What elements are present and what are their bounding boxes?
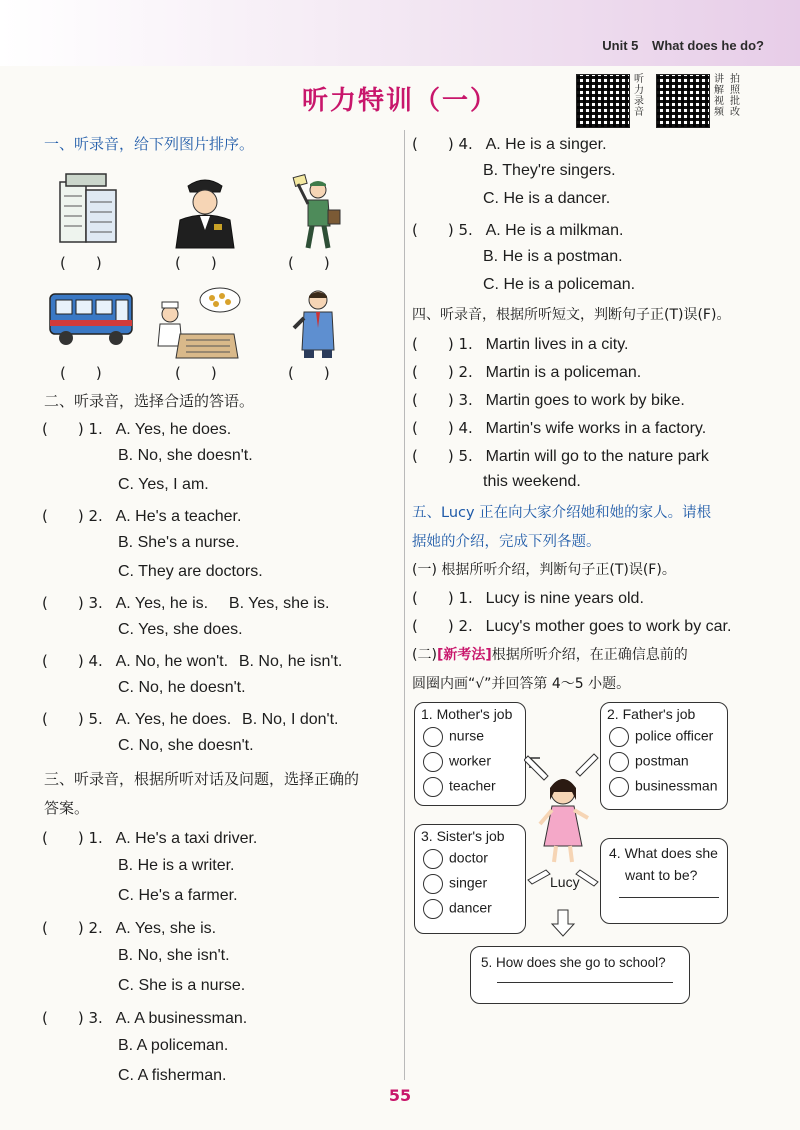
option-a: A. He's a taxi driver.	[115, 830, 258, 847]
statement: Martin goes to work by bike.	[485, 392, 685, 409]
part-2-text: 根据所听介绍，在正确信息前的	[491, 647, 688, 663]
option-label: dancer	[449, 899, 492, 916]
option-c: C. No, he doesn't.	[118, 679, 246, 696]
part-1-heading: (一) 根据所听介绍，判断句子正(T)误(F)。	[412, 562, 676, 578]
qr-group-1	[576, 74, 646, 128]
question-row	[42, 1007, 247, 1028]
question-5-text: 5. How does she go to school?	[481, 955, 666, 970]
tf-row	[412, 389, 685, 410]
section-4-heading: 四、听录音，根据所听短文，判断句子正(T)误(F)。	[412, 307, 731, 323]
check-circle-icon[interactable]	[609, 777, 629, 797]
option-label: businessman	[635, 777, 718, 794]
question-number: 1.	[458, 589, 473, 607]
option-c: C. She is a nurse.	[118, 977, 246, 994]
father-job-title: 2. Father's job	[607, 706, 696, 722]
answer-blank[interactable]: ( )	[412, 589, 454, 607]
tf-row	[412, 587, 644, 608]
option-c: C. He is a policeman.	[483, 276, 636, 293]
sister-job-title: 3. Sister's job	[421, 828, 505, 844]
qr-code-icon[interactable]	[656, 74, 710, 128]
answer-blank[interactable]: ( )	[412, 419, 454, 437]
option-c: C. He is a dancer.	[483, 190, 611, 207]
option-a: A. Yes, he does.	[115, 711, 232, 728]
option-a: A. Yes, she is.	[115, 920, 217, 937]
option-b: B. No, she isn't.	[118, 947, 230, 964]
question-row	[42, 592, 329, 613]
sister-job-box	[414, 824, 526, 934]
option-b: B. No, I don't.	[242, 711, 339, 728]
answer-blank[interactable]: ( )	[42, 919, 84, 937]
option-singer[interactable]	[423, 874, 519, 894]
question-row	[42, 650, 342, 671]
section-5-heading-cont: 据她的介绍，完成下列各题。	[412, 534, 601, 550]
answer-blank[interactable]: ( )	[42, 594, 84, 612]
option-c: C. Yes, I am.	[118, 476, 209, 493]
answer-blank[interactable]: ( )	[42, 420, 84, 438]
option-b: B. Yes, she is.	[228, 595, 330, 612]
unit-header	[592, 38, 764, 53]
option-label: police officer	[635, 727, 714, 744]
statement: Martin's wife works in a factory.	[485, 420, 707, 437]
section-5-heading: 五、Lucy 正在向大家介绍她和她的家人。请根	[412, 505, 712, 521]
tf-row	[412, 445, 709, 466]
section-3-heading: 三、听录音，根据所听对话及问题，选择正确的	[44, 770, 360, 788]
option-c: C. They are doctors.	[118, 563, 263, 580]
answer-blank[interactable]: ( )	[412, 363, 454, 381]
unit-topic: What does he do?	[652, 38, 764, 53]
option-c: C. No, she doesn't.	[118, 737, 254, 754]
option-a: A. Yes, he does.	[115, 421, 232, 438]
answer-blank[interactable]: ( )	[412, 135, 454, 153]
option-a: A. He is a singer.	[485, 136, 607, 153]
option-b: B. He is a writer.	[118, 857, 235, 874]
mother-job-box	[414, 702, 526, 806]
statement: Martin is a policeman.	[485, 364, 642, 381]
header-band	[0, 0, 800, 66]
unit-label: Unit 5	[602, 38, 639, 53]
option-b: B. He is a postman.	[483, 248, 623, 265]
check-circle-icon[interactable]	[423, 849, 443, 869]
column-divider	[404, 130, 405, 1080]
question-row	[42, 917, 216, 938]
question-4-text: 4. What does she	[609, 845, 718, 861]
tf-row	[412, 333, 628, 354]
question-number: 2.	[88, 507, 103, 525]
postman-picture	[288, 174, 344, 250]
question-number: 5.	[458, 447, 473, 465]
qr-label-listen: 听力录音	[634, 74, 644, 118]
mother-job-title: 1. Mother's job	[421, 706, 513, 722]
option-label: postman	[635, 752, 689, 769]
option-postman[interactable]	[609, 752, 721, 772]
option-label: doctor	[449, 849, 488, 866]
question-number: 1.	[458, 335, 473, 353]
question-4-text-cont: want to be?	[625, 867, 698, 883]
question-number: 1.	[88, 829, 103, 847]
check-circle-icon[interactable]	[609, 752, 629, 772]
question-number: 3.	[88, 594, 103, 612]
section-2-heading: 二、听录音，选择合适的答语。	[44, 392, 255, 410]
statement: Martin will go to the nature park	[485, 448, 709, 465]
question-row	[412, 219, 623, 240]
option-b: B. No, she doesn't.	[118, 447, 253, 464]
question-number: 2.	[458, 617, 473, 635]
answer-blank[interactable]: ( )	[42, 710, 84, 728]
check-circle-icon[interactable]	[609, 727, 629, 747]
option-b: B. A policeman.	[118, 1037, 229, 1054]
statement: Lucy is nine years old.	[485, 590, 644, 607]
policeman-picture	[170, 174, 240, 250]
question-4-box	[600, 838, 728, 924]
option-a: A. Yes, he is.	[115, 595, 209, 612]
lucy-label: Lucy	[550, 874, 580, 890]
option-businessman[interactable]	[609, 777, 721, 797]
option-worker[interactable]	[423, 752, 519, 772]
statement-cont: this weekend.	[483, 473, 581, 490]
option-label: nurse	[449, 727, 485, 744]
question-row	[42, 505, 241, 526]
question-row	[42, 827, 257, 848]
option-a: A. He is a milkman.	[485, 222, 624, 239]
check-circle-icon[interactable]	[423, 727, 443, 747]
statement: Lucy's mother goes to work by car.	[485, 618, 732, 635]
qr-label-photo: 拍照批改	[730, 74, 740, 118]
option-b: B. She's a nurse.	[118, 534, 240, 551]
check-circle-icon[interactable]	[423, 777, 443, 797]
question-number: 1.	[88, 420, 103, 438]
page-title: 听力特训（一）	[301, 86, 498, 116]
question-number: 5.	[88, 710, 103, 728]
father-job-box	[600, 702, 728, 810]
answer-blank[interactable]: ( )	[42, 1009, 84, 1027]
option-c: C. A fisherman.	[118, 1067, 227, 1084]
answer-blank[interactable]: ( )	[175, 364, 217, 382]
section-1-heading: 一、听录音，给下列图片排序。	[44, 135, 255, 153]
factory-worker-picture	[150, 284, 242, 362]
answer-blank[interactable]: ( )	[412, 335, 454, 353]
part-2-heading	[412, 644, 688, 664]
question-number: 2.	[88, 919, 103, 937]
qr-label-video: 讲解视频	[714, 74, 724, 118]
question-5-box	[470, 946, 690, 1004]
answer-line[interactable]	[497, 982, 673, 983]
answer-blank[interactable]: ( )	[42, 652, 84, 670]
question-row	[42, 708, 338, 729]
page-number: 55	[388, 1086, 412, 1105]
option-dancer[interactable]	[423, 899, 519, 919]
answer-blank[interactable]: ( )	[42, 507, 84, 525]
option-a: A. No, he won't.	[115, 653, 229, 670]
qr-group-2	[656, 74, 742, 128]
option-a: A. A businessman.	[115, 1010, 248, 1027]
question-number: 3.	[88, 1009, 103, 1027]
check-circle-icon[interactable]	[423, 752, 443, 772]
option-b: B. No, he isn't.	[238, 653, 343, 670]
answer-blank[interactable]: ( )	[412, 391, 454, 409]
option-label: singer	[449, 874, 488, 891]
option-doctor[interactable]	[423, 849, 519, 869]
answer-blank[interactable]: ( )	[412, 221, 454, 239]
part-2-heading-cont: 圆圈内画“√”并回答第 4～5 小题。	[412, 676, 631, 692]
answer-blank[interactable]: ( )	[412, 617, 454, 635]
option-a: A. He's a teacher.	[115, 508, 242, 525]
answer-blank[interactable]: ( )	[60, 254, 102, 272]
question-number: 4.	[458, 135, 473, 153]
question-number: 3.	[458, 391, 473, 409]
tf-row	[412, 361, 641, 382]
question-number: 4.	[88, 652, 103, 670]
part-2-label: (二)	[412, 647, 437, 663]
option-police-officer[interactable]	[609, 727, 721, 747]
answer-blank[interactable]: ( )	[60, 364, 102, 382]
statement: Martin lives in a city.	[485, 336, 629, 353]
check-circle-icon[interactable]	[423, 899, 443, 919]
bus-driver-picture	[46, 288, 138, 350]
option-label: worker	[449, 752, 492, 769]
section-3-heading-cont: 答案。	[44, 799, 90, 817]
answer-blank[interactable]: ( )	[288, 254, 330, 272]
tf-row	[412, 615, 731, 636]
option-nurse[interactable]	[423, 727, 519, 747]
question-row	[412, 133, 607, 154]
option-c: C. He's a farmer.	[118, 887, 238, 904]
question-row	[42, 418, 231, 439]
answer-blank[interactable]: ( )	[42, 829, 84, 847]
new-method-tag: [新考法]	[436, 647, 492, 663]
answer-blank[interactable]: ( )	[412, 447, 454, 465]
option-teacher[interactable]	[423, 777, 519, 797]
option-b: B. They're singers.	[483, 162, 616, 179]
question-number: 5.	[458, 221, 473, 239]
city-buildings-picture	[52, 168, 132, 248]
question-number: 2.	[458, 363, 473, 381]
option-label: teacher	[449, 777, 496, 794]
answer-blank[interactable]: ( )	[175, 254, 217, 272]
question-number: 4.	[458, 419, 473, 437]
option-c: C. Yes, she does.	[118, 621, 243, 638]
answer-blank[interactable]: ( )	[288, 364, 330, 382]
businessman-picture	[290, 288, 346, 360]
qr-code-icon[interactable]	[576, 74, 630, 128]
lucy-figure	[524, 746, 602, 938]
tf-row	[412, 417, 706, 438]
answer-line[interactable]	[619, 897, 719, 898]
check-circle-icon[interactable]	[423, 874, 443, 894]
